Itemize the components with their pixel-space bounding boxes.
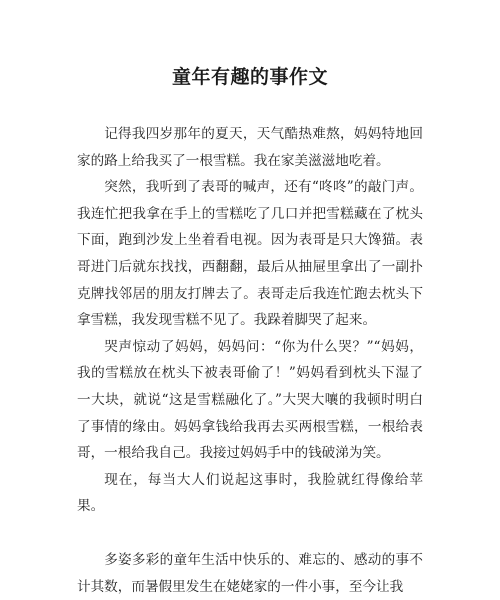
- paragraph-2: 突然，我听到了表哥的喊声，还有“咚咚”的敲门声。我连忙把我拿在手上的雪糕吃了几口并把雪糕藏在了枕头下面，跑到沙发上坐着看电视。因为表哥是只大馋猫。表哥进门后就东找找，西翻翻，最后从抽屉里拿出了一副扑克牌找邻居的朋友打牌去了。表哥走后我连忙跑去枕头下拿雪糕，我发现雪糕不见了。我跺着脚哭了起来。: [77, 179, 423, 329]
- paragraph-4: 现在，每当大人们说起这事时，我脸就红得像给苹果。: [77, 471, 423, 515]
- paragraph-3: 哭声惊动了妈妈，妈妈问：“你为什么哭？”“妈妈，我的雪糕放在枕头下被表哥偷了！”妈妈看到枕头下湿了一大块，就说“这是雪糕融化了。”大哭大嚷的我顿时明白了事情的缘由。妈妈拿钱给我再去买两根雪糕，一根给表哥，一根给我自己。我接过妈妈手中的钱破涕为笑。: [77, 338, 423, 462]
- paragraph-5: 多姿多彩的童年生活中快乐的、难忘的、感动的事不计其数，而暑假里发生在姥姥家的一件小事，至今让我: [77, 551, 423, 595]
- essay-body: [77, 121, 423, 600]
- document-title: 童年有趣的事作文: [171, 66, 328, 88]
- paragraph-1: 记得我四岁那年的夏天，天气酷热难熬，妈妈特地回家的路上给我买了一根雪糕。我在家美滋滋地吃着。: [77, 126, 423, 169]
- paragraph-gap: [77, 520, 423, 547]
